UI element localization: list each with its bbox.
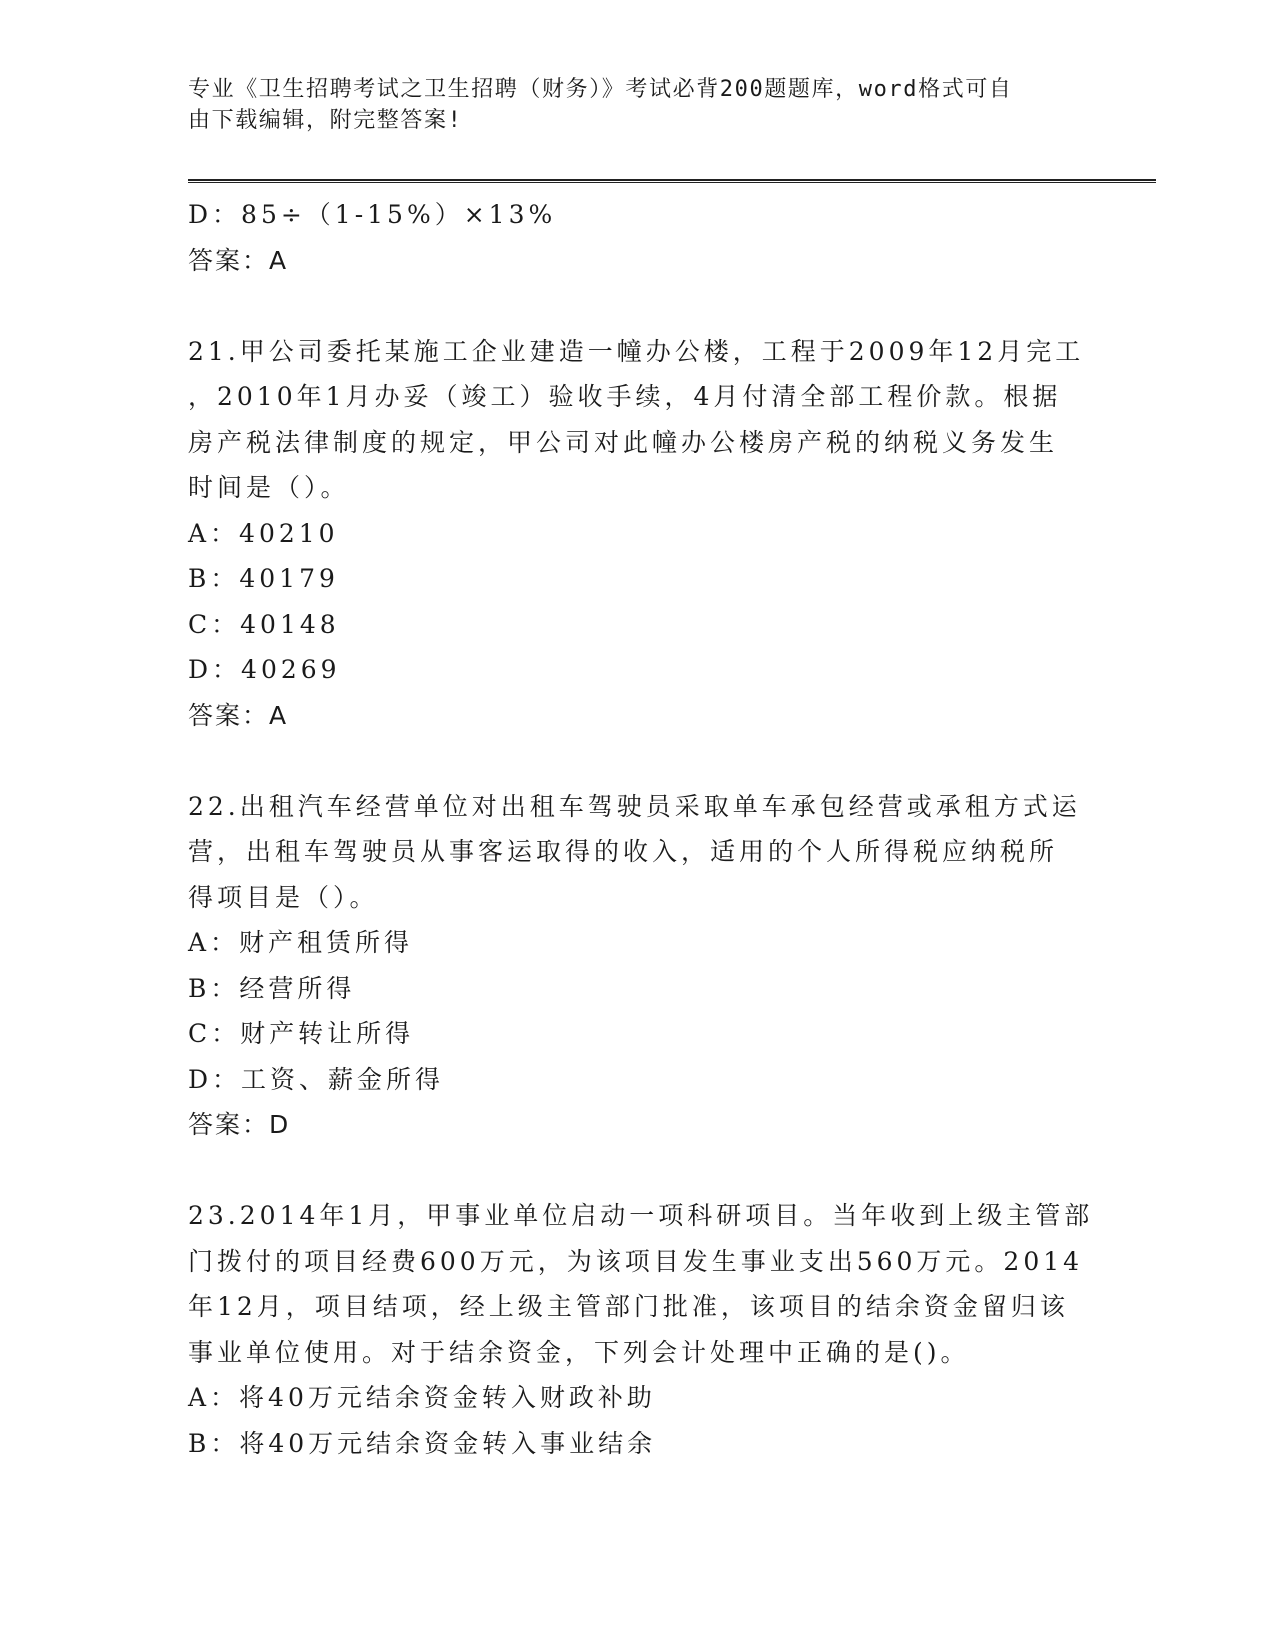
option-c: C：财产转让所得 bbox=[188, 1019, 415, 1048]
question-21 bbox=[188, 329, 1088, 739]
option-d: D：40269 bbox=[188, 655, 341, 684]
question-22 bbox=[188, 784, 1088, 1148]
header-divider bbox=[188, 179, 1156, 183]
option-d: D：工资、薪金所得 bbox=[188, 1064, 445, 1094]
option-b: B：将40万元结余资金转入事业结余 bbox=[188, 1428, 657, 1458]
question-text-line: 21.甲公司委托某施工企业建造一幢办公楼，工程于2009年12月完工 bbox=[188, 336, 1085, 366]
document-header bbox=[188, 74, 1088, 136]
question-text-line: 年12月，项目结项，经上级主管部门批准，该项目的结余资金留归该 bbox=[188, 1292, 1069, 1321]
option-a: A：财产租赁所得 bbox=[188, 928, 414, 957]
header-line-1: 专业《卫生招聘考试之卫生招聘（财务）》考试必背200题题库，word格式可自 bbox=[188, 77, 1013, 102]
question-text-line: ，2010年1月办妥（竣工）验收手续，4月付清全部工程价款。根据 bbox=[188, 382, 1062, 411]
option-a: A：40210 bbox=[188, 518, 339, 548]
question-text-line: 房产税法律制度的规定，甲公司对此幢办公楼房产税的纳税义务发生 bbox=[188, 427, 1059, 457]
option-b: B：经营所得 bbox=[188, 973, 356, 1003]
question-text-line: 营，出租车驾驶员从事客运取得的收入，适用的个人所得税应纳税所 bbox=[188, 837, 1059, 866]
document-body bbox=[188, 192, 1094, 1466]
question-text-line: 事业单位使用。对于结余资金，下列会计处理中正确的是()。 bbox=[188, 1337, 970, 1367]
question-text-line: 22.出租汽车经营单位对出租车驾驶员采取单车承包经营或承租方式运 bbox=[188, 791, 1081, 821]
question-text-line: 时间是（）。 bbox=[188, 473, 350, 502]
option-b: B：40179 bbox=[188, 564, 339, 593]
spacer bbox=[188, 283, 1088, 329]
option-d: D：85÷（1-15%）×13% bbox=[188, 200, 557, 229]
answer-line: 答案：A bbox=[188, 700, 289, 730]
spacer bbox=[188, 1148, 1088, 1194]
question-text-line: 得项目是（）。 bbox=[188, 882, 379, 912]
answer-line: 答案：D bbox=[188, 1110, 291, 1139]
answer-line: 答案：A bbox=[188, 245, 289, 275]
header-line-2: 由下载编辑，附完整答案! bbox=[188, 108, 463, 133]
question-text-line: 23.2014年1月，甲事业单位启动一项科研项目。当年收到上级主管部 bbox=[188, 1201, 1094, 1230]
question-text-line: 门拨付的项目经费600万元，为该项目发生事业支出560万元。2014 bbox=[188, 1246, 1084, 1276]
option-a: A：将40万元结余资金转入财政补助 bbox=[188, 1383, 656, 1412]
previous-question-tail bbox=[188, 192, 1088, 283]
option-c: C：40148 bbox=[188, 609, 340, 639]
question-23 bbox=[188, 1193, 1094, 1466]
spacer bbox=[188, 738, 1088, 784]
